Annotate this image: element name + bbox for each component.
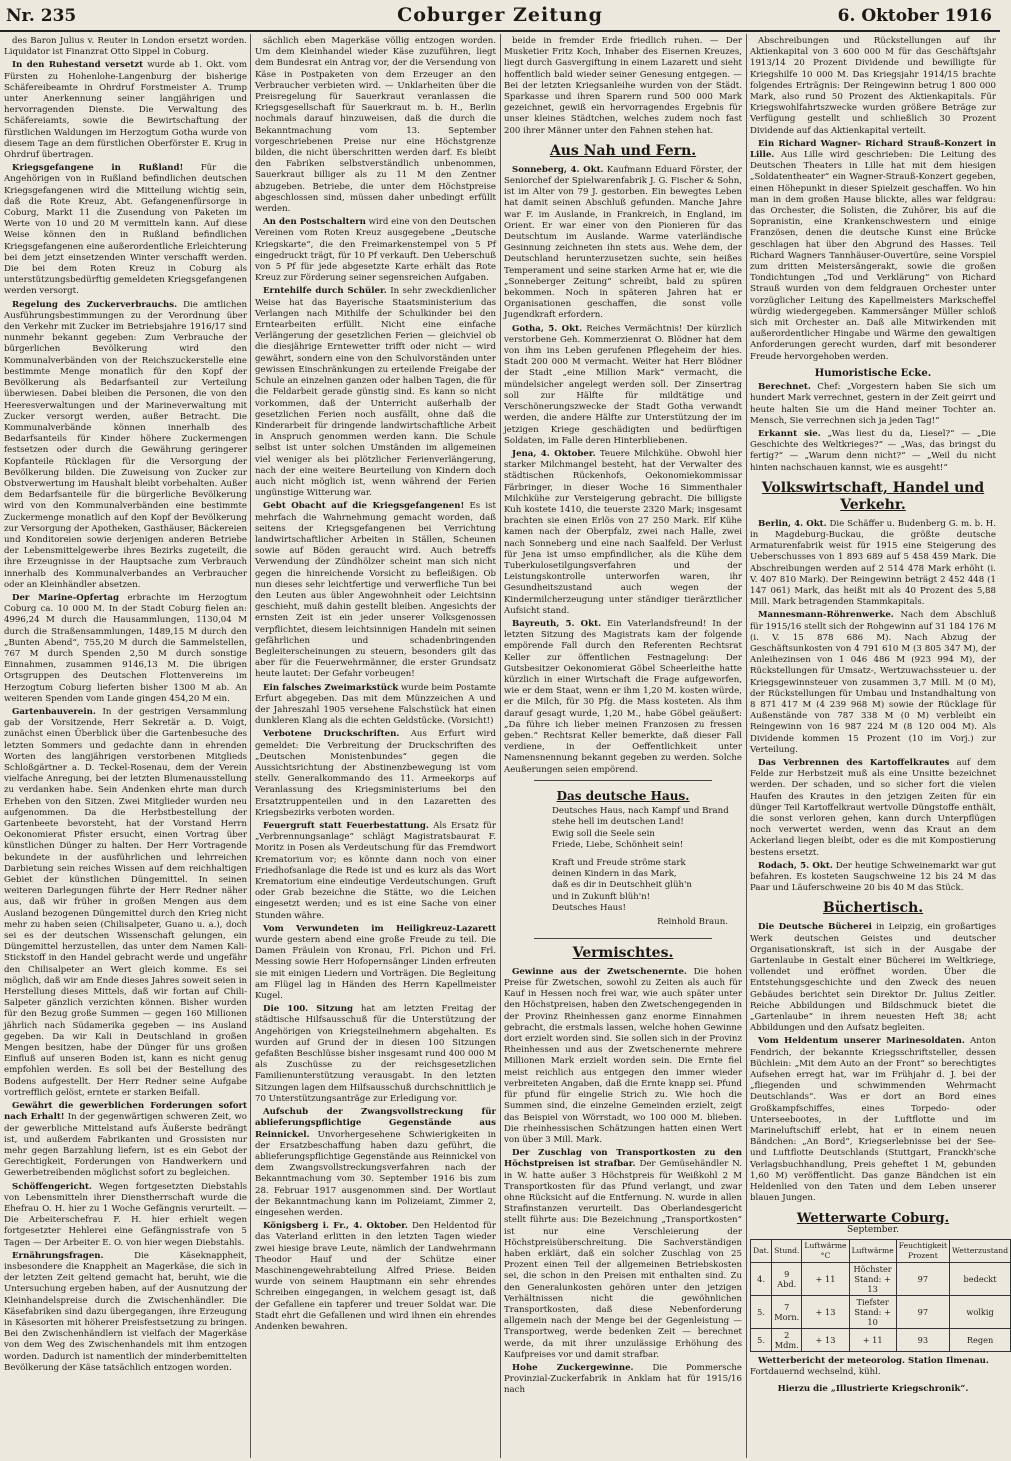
weather-cell: 93: [896, 1328, 949, 1351]
article: [4, 1182, 247, 1249]
article-text: In sehr zweckdienlicher Weise hat das Bayerische Staatsministerium das Verlangen nach Mithilfe der Schulkinder bei den Erntearbeiten erfüllt. Nicht eine einfache Verlängerung der gesetzlichen Ferien — gleichviel ob die diesjährige Erntewetter trifft oder nicht — wird gewährt, sondern eine von den Schulvorständen unter gewissen Einschränkungen zu erteilende Freigabe der Schule an einzelnen ganzen oder halben Tagen, die für die Feldarbeit gerade günstig sind. Es kann so nicht vorkommen, daß der Unterricht außerhalb der gesetzlichen Ferien noch ausfällt, ohne daß die Kinderarbeit für dringende landwirtschaftliche Arbeit in Anspruch genommen werden kann. Die Schule selbst ist unter solchen Umständen im allgemeinen viel weniger als bei plötzlicher Ferienverlängerung, nach der eine weitere Beurteilung von Kindern doch auch nicht möglich ist, wenn während der Ferien ungünstige Witterung war.: [255, 286, 497, 499]
article-text: Den Heldentod für das Vaterland erlitten in den letzten Tagen wieder zwei hiesige brave Leute, nämlich der Landwehrmann Theodor Hauf und der Schütze einer Maschinengewehrabteilung Alfred Priese. Beiden wurde von seinem Hauptmann ein sehr ehrendes Schreiben eingegangen, in welchem gesagt ist, daß der Gefallene ein tapferer und treuer Soldat war. Die Stadt ehrt die Gefallenen und wird ihnen ein ehrendes Andenken bewahren.: [255, 1221, 496, 1332]
poem-author: Reinhold Braun.: [657, 916, 728, 927]
column-2: [255, 36, 496, 1456]
weather-cell: 4.: [751, 1262, 772, 1295]
article-headline: Der Marine-Opfertag: [12, 592, 120, 603]
section-heading-volkswirtschaft: Volkswirtschaft, Handel und Verkehr.: [761, 479, 985, 513]
article: [4, 593, 247, 705]
article: [255, 286, 496, 499]
article: [750, 922, 996, 1034]
article-headline: Der Zuschlag von Transportkosten zu den Höchstpreisen ist strafbar.: [504, 1148, 742, 1170]
article-list: [4, 36, 247, 1374]
article-list: [750, 519, 996, 895]
article-headline: Verbotene Druckschriften.: [263, 729, 400, 740]
weather-cell: Höchster Stand: + 13: [849, 1262, 896, 1295]
column-4: [750, 36, 1009, 1456]
article-headline: Aufschub der Zwangsvollstreckung für ablieferungspflichtige Gegenstände aus Reinnickel.: [255, 1107, 496, 1140]
article-headline: Rodach, 5. Okt.: [758, 860, 833, 871]
article-headline: Die 100. Sitzung: [263, 1004, 354, 1015]
article: [504, 324, 742, 447]
article-text: wurde ab 1. Okt. vom Fürsten zu Hohenlohe-Langenburg der bisherige Schäfereibeamte in Ohrdruf Forstmeister A. Trump unter Anerkennung seiner langjährigen und hervorragenden Dienste. Die Verwaltung des Schäfereiamts, sowie die Bewirtschaftung der fürstlichen Waldungen im Herzogtum Gotha wurde von diesem Tage an dem fürstlichen Oberförster E. Krug in Ohrdruf übertragen.: [4, 60, 248, 161]
article-headline: Gewinne aus der Zwetschenernte.: [512, 966, 687, 977]
article-text: Als Ersatz für „Verbrennungsanlage“ schlägt Magistratsbaurat F. Moritz in Posen als Verdeutschung für das Fremdwort Krematorium vor; es könnte dann noch von einer Friedhofsanlage die Rede ist und es kurz als das Wort Krematorium eine eindeutige Verdeutschungen. Gruft oder Grab bezeichne die Stätte, wo die Leichen eingesetzt werden; und es ist eine Sache von einer Stunden währe.: [255, 821, 496, 921]
section-heading-buechertisch: Büchertisch.: [822, 900, 924, 917]
article-text: hat am letzten Freitag der städtische Hilfsausschuß für die Unterstützung der Angehörigen von Kriegsteilnehmern abgehalten. Es wurden auf Grund der in diesen 100 Sitzungen gefaßten Beschlüsse bisher insgesamt rund 400 000 M als Zuschüsse zu der reichsgesetzlichen Familienunterstützung verausgabt. In den letzten Sitzungen lagen dem Hilfsausschuß durchschnittlich je 70 Unterstützungsanträge zur Erledigung vor.: [255, 1004, 496, 1104]
article-headline: Gartenbauverein.: [12, 706, 96, 717]
article: [255, 1107, 496, 1219]
article-text: beide in fremder Erde friedlich ruhen. — Der Musketier Fritz Koch, Inhaber des Eisernen Kreuzes, liegt durch Gasvergiftung in einem Lazarett und sieht hoffentlich bald wieder seiner Genesung entgegen. — Bei der letzten Kriegsanleihe wurden von der Städt. Sparkasse und ihren Sparern rund 500 000 Mark gezeichnet, gewiß ein hervorragendes Ergebnis für unser kleines Städtchen, welches zudem noch fast 200 ihrer Männer unter den Fahnen stehen hat.: [504, 36, 742, 136]
poem-line: Deutsches Haus!: [552, 903, 626, 914]
article-headline: Berlin, 4. Okt.: [758, 518, 827, 529]
article-text: Die Pommersche Provinzial-Zuckerfabrik in Anklam hat für 1915/16 nach: [504, 1362, 743, 1396]
article-headline: Königsberg i. Fr., 4. Oktober.: [263, 1221, 408, 1232]
column-rule: [746, 34, 747, 1458]
article-headline: Feuergruft statt Feuerbestattung.: [263, 821, 429, 832]
column-1: [4, 36, 247, 1456]
article: [255, 501, 496, 680]
article-text: Wegen fortgesetzten Diebstahls von Lebensmitteln ihrer Dienstherrschaft wurde die Ehefrau O. H. hier zu 1 Woche Gefängnis verurteilt. — Die Arbeiterschefrau F. H. hier erhielt wegen fortgesetzter Hehlerei eine Gefängnisstrafe von 5 Tagen — Der Arbeiter E. O. von hier wegen Diebstahls.: [4, 1181, 247, 1248]
article: [504, 449, 742, 617]
weather-header: Wetterzustand: [950, 1239, 1011, 1262]
article-headline: An den Postschaltern: [263, 217, 366, 228]
table-row: [751, 1328, 1011, 1351]
article-text: wurde gestern abend eine große Freude zu teil. Die Damen Fräulein von Kronau, Frl. Pichon und Frl. Messing sowie Herr Hofopernsänger Linden erfreuten sie mit einigen Liedern und Vorträgen. Die Begleitung am Flügel lag in Händen des Herrn Kapellmeister Kugel.: [255, 935, 496, 1002]
weather-cell: + 11: [802, 1262, 849, 1295]
weather-forecast-heading: Wetterbericht der meteorolog. Station Ilmenau.: [758, 1355, 989, 1366]
divider: [534, 938, 712, 939]
article: [504, 165, 742, 322]
section-heading-humor: Humoristische Ecke.: [814, 367, 932, 379]
article-headline: Ein falsches Zweimarkstück: [263, 682, 399, 693]
section-heading-vermischtes: Vermischtes.: [572, 944, 674, 961]
article: [255, 729, 496, 819]
weather-month: September.: [847, 1224, 899, 1235]
article: [750, 1036, 996, 1204]
column-rule: [250, 34, 251, 1458]
article-text: Es ist mehrfach die Wahrnehmung gemacht worden, daß seitens der Kriegsgefangenen bei Verrichtung landwirtschaftlicher Arbeiten in Ställen, Scheunen sowie auf Böden geraucht wird. Auch betreffs Verwendung der Zündhölzer scheint man sich nicht gegen die hinreichende Vorsicht zu befleißigen. Ob nun dieses sehr leichtfertige und verwerfliche Tun bei den Leuten aus übler Angewohnheit oder Leichtsinn geschieht, muß dahin gestellt bleiben. Angesichts der ernsten Zeit ist ein jeder unserer Volksgenossen verpflichtet, diesem leichtsinnigen Handeln mit seinen gefährlichen und schadenbringenden Begleiterscheinungen zu steuern, besonders gilt das aber für die Feuerwehrmänner, die erster Grundsatz heute lautet: Der Gefahr vorbeugen!: [255, 501, 496, 680]
article-headline: Das Verbrennen des Kartoffelkrautes: [758, 757, 950, 768]
article-headline: Erntehilfe durch Schüler.: [263, 286, 387, 297]
article-text: Die amtlichen Ausführungsbestimmungen zu der Verordnung über den Verkehr mit Zucker im Betriebsjahre 1916/17 sind nunmehr bekannt gegeben: Zum Verbrauche der bürgerlichen Bevölkerung wird den Kommunalverbänden von der Reichszuckerstelle eine bestimmte Menge monatlich für den Kopf der Bevölkerung als Bedarfsanteil zur Verteilung überwiesen. Dabei bleiben die Personen, die von den Heeresverwaltungen und der Marineverwaltung mit Zucker versorgt werden, außer Betracht. Die Kommunalverbände können innerhalb des Bedarfsanteils für Kinder höhere Zuckermengen festsetzen oder durch die Gewährung geringerer Kopfanteile Rücklagen für die Versorgung der Bevölkerung bilden. Die Zuweisung von Zucker zur Obstverwertung im Haushalt bleibt vorbehalten. Außer dem Bedarfsanteile für die bürgerliche Bevölkerung wird von den Kommunalverbänden eine bestimmte Zuckermenge monatlich auf den Kopf der Bevölkerung zur Versorgung der Apotheken, Gasthäuser, Bäckereien und Konditoreien sowie derjenigen anderen Betriebe der Lebensmittelgewerbe ihres Bezirks zugeteilt, die ihre Erzeugnisse in der Hauptsache zum Verbrauch innerhalb des Kommunalverbandes an Verbraucher oder an Kleinhändler absetzen.: [4, 299, 247, 590]
weather-header: Luftwärme °C: [802, 1239, 849, 1262]
weather-header: Feuchtigkeit Prozent: [896, 1239, 949, 1262]
column-rule: [500, 34, 501, 1458]
issue-date: 6. Oktober 1916: [837, 6, 992, 26]
article: [750, 382, 996, 427]
weather-cell: 9 Abd.: [772, 1262, 802, 1295]
article-text: Unvorhergesehene Schwierigkeiten in der Ersatzbeschaffung haben dazu geführt, die ablieferungspflichtige Gegenstände aus Reinnickel von dem Zwangsvollstreckungsverfahren nach der Bekanntmachung vom 30. September 1916 bis zum 28. Februar 1917 ausgenommen sind. Der Wortlaut der Bekanntmachung kann im Polizeiamt, Zimmer 2, eingesehen werden.: [255, 1129, 496, 1218]
supplement-note: Hierzu die „Illustrierte Kriegschronik“.: [777, 1384, 969, 1395]
weather-table: [750, 1239, 1011, 1352]
article-headline: Mannesmann-Röhrenwerke.: [758, 610, 894, 621]
weather-title: Wetterwarte Coburg.: [796, 1210, 950, 1226]
article: [4, 1101, 247, 1179]
weather-cell: Tiefster Stand: + 10: [849, 1295, 896, 1328]
article-text: Abschreibungen und Rückstellungen auf ihr Aktienkapital von 3 600 000 M für das Geschäftsjahr 1913/14 20 Prozent Dividende und bewilligte für Kriegshilfe 10 000 M. Das Kriegsjahr 1914/15 brachte folgendes Erträgnis: Der Reingewinn betrug 1 800 000 Mark, also rund 50 Prozent des Aktienkapitals. Für Kriegswohlfahrtszwecke wurden größere Beträge zur Verfügung gestellt und schließlich 30 Prozent Dividende auf das Aktienkapital verteilt.: [750, 36, 996, 136]
article-headline: Gotha, 5. Okt.: [512, 323, 583, 334]
poem-line: deinen Kindern in das Mark,: [552, 869, 677, 880]
article: [750, 519, 996, 609]
article-text: sächlich eben Magerkäse völlig entzogen worden. Um dem Kleinhandel wieder Käse zuzuführen, liegt dem Bundesrat ein Antrag vor, der die Versendung von Käse in Postpaketen von dem Erzeuger an den Verbraucher verbieten wird. — Unklarheiten über die Preisregelung für Sauerkraut veranlassen die Kriegsgesellschaft für Sauerkraut m. b. H., Berlin nochmals darauf hinzuweisen, daß die durch die Bekanntmachung vom 13. September vorgeschriebenen Preise nur eine Höchstgrenze bilden, die nicht überschritten werden darf. Es bleibt den Fabriken selbstverständlich unbenommen, Sauerkraut billiger als zu 11 M den Zentner abzugeben. Betriebe, die unter dem Höchstpreise abgeschlossen sind, müssen daher unbedingt erfüllt werden.: [255, 36, 496, 215]
article-text: Chef: „Vorgestern haben Sie sich um hundert Mark verrechnet, gestern in der Zeit geirrt und heute halten Sie um die Hand meiner Tochter an. Mensch, Sie verrechnen sich ja jeden Tag!“: [750, 382, 997, 426]
article: [750, 610, 996, 756]
article-list: [750, 36, 996, 363]
article: [504, 36, 742, 137]
article-headline: Erkannt sie.: [758, 428, 821, 439]
article-text: Aus Erfurt wird gemeldet: Die Verbreitung der Druckschriften des „Deutschen Monistenbundes“ gegen die Aussichtsrichtung der Abstinenzbewegung ist vom stellv. Generalkommando des 11. Armeekorps auf Veranlassung des Kriegsministeriums bei den Ersatztruppenteilen und in den Lazaretten des Kriegsbezirks verboten worden.: [255, 729, 496, 818]
article: [4, 163, 247, 297]
weather-cell: bedeckt: [950, 1262, 1011, 1295]
poem-line: daß es dir in Deutschheit glüh'n: [552, 880, 692, 891]
article-headline: In den Ruhestand versetzt: [12, 60, 144, 71]
article: [4, 1251, 247, 1374]
article: [255, 217, 496, 284]
issue-number: Nr. 235: [6, 6, 77, 26]
article-text: Die hohen Preise für Zwetschen, sowohl zu Zeiten als auch für Kauf in Hessen noch frei war, wie auch später unter den Höchstpreisen, haben den Zwetschengegenden in der Provinz Rheinhessen ganz enorme Einnahmen gebracht, die erstmals lassen, welche hohen Gewinne dort erzielt worden sind. Sie sollen sich in der Provinz Rheinhessen und aus der Zwetschenernte mehrere Millionen Mark erzielt worden sein. Die Ernte fiel meist reichlich aus entgegen den immer wieder verbreiteten Angaben, daß die Ernte knapp sei. Pfund für pfund für eingelie Strich zu. Wie hoch die Summen sind, die einzelne Gemeinden erzielt, zeigt das Beispiel von Wörrstadt, wo 100 000 M. blieben. Die rheinhessischen Schätzungen hatten einen Wert von über 3 Mill. Mark.: [504, 966, 743, 1145]
article-list: [255, 36, 496, 1333]
article-headline: Hohe Zuckergewinne.: [512, 1362, 634, 1373]
article-list: [504, 165, 742, 776]
article: [504, 1363, 742, 1397]
weather-cell: + 13: [802, 1295, 849, 1328]
article-list: [504, 36, 742, 137]
article-list: [750, 382, 996, 474]
article-text: auf dem Felde zur Herbstzeit muß als eine Unsitte bezeichnet werden. Der schaden, und so sicher fort die vielen Haufen des Krautes in den jetzigen Zeiten für ein dünger Teil Kartoffelkraut wertvolle Düngstoffe enthält, die sonst verloren gehen, kann durch Unterpflügen noch verwertet werden, wenn das Kraut an dem Ackerland liegen bleibt, oder es die mit Kompostierung bestens ersetzt.: [750, 757, 996, 858]
article-headline: Die Deutsche Bücherei: [758, 922, 872, 933]
weather-cell: 2 Mdm.: [772, 1328, 802, 1351]
poem-line: Ewig soll die Seele sein: [552, 828, 655, 839]
weather-header: Dat.: [751, 1239, 772, 1262]
article: [255, 821, 496, 922]
poem-line: und in Zukunft blüh'n!: [552, 891, 651, 902]
weather-header: Stund.: [772, 1239, 802, 1262]
weather-cell: 97: [896, 1262, 949, 1295]
article-text: „Was liest du da, Liesel?“ — „Die Geschichte des Weltkrieges?“ — „Was, das bringst du fertig?“ — „Warum denn nicht?“ — „Weil du nicht hinten nachschauen kannst, wie es ausgeht!“: [750, 428, 996, 473]
article-text: Teuere Milchkühe. Obwohl hier starker Milchmangel besteht, hat der Verwalter des städtischen Rückenhofs, Oekonomiekommissar Färbringer, in dieser Woche 16 Simmenthaler Milchkühe zur Versteigerung gebracht. Die billigste Kuh kostete 1410, die teuerste 2320 Mark; insgesamt brachten sie einen Erlös von 27 250 Mark. Elf Kühe kamen nach der Oberpfalz, zwei nach Halle, zwei nach Sonneberg und eine nach Saalfeld. Der Verlust für Jena ist umso empfindlicher, als die Kühe dem Tuberkulosetilgungsverfahren und der Leistungskontrolle unterworfen waren, ihr Gesundheitszustand auch wegen der Kindermilcherzeugung unter ständiger tierärztlicher Aufsicht stand.: [504, 448, 742, 616]
article: [504, 967, 742, 1146]
weather-cell: 7 Morn.: [772, 1295, 802, 1328]
poem-line: stehe hell im deutschen Land!: [552, 817, 684, 828]
article: [255, 683, 496, 728]
section-heading-aus-nah-und-fern: Aus Nah und Fern.: [549, 142, 697, 159]
column-3: [504, 36, 742, 1456]
article-text: des Baron Julius v. Reuter in London ersetzt worden. Liquidator ist Finanzrat Otto Sippel in Coburg.: [4, 36, 247, 58]
article-text: Anton Fendrich, der bekannte Kriegsschriftsteller, dessen Büchlein: „Mit dem Auto an der Front“ so berechtigtes Aufsehen erregt hat, war im Frühjahr d. J. bei der „fliegenden und schwimmenden Wehrmacht Deutschlands“. Was er dort an Bord eines Großkampfschiffes, eines Torpedo- oder Unterseebootes, in der Luftflotte und im Marineluftschiff erlebt, hat er in einem neuen Bändchen: „An Bord“, Kriegserlebnisse bei der See- und Luftflotte Deutschlands (Stuttgart, Franckh'sche Verlagsbuchhandlung, Preis geheftet 1 M, gebunden 1,60 M) veröffentlicht. Das ganze Bändchen ist ein Heldenlied von den Taten und dem Leben unserer blauen Jungen.: [750, 1036, 996, 1204]
article-headline: Schöffengericht.: [12, 1181, 92, 1192]
article: [750, 429, 996, 474]
article-list: [750, 922, 996, 1204]
weather-cell: + 13: [802, 1328, 849, 1351]
weather-header-row: [751, 1239, 1011, 1262]
weather-cell: 5.: [751, 1328, 772, 1351]
article-text: Reiches Vermächtnis! Der kürzlich verstorbene Geh. Kommerzienrat O. Blödner hat dem von ihm ins Leben gerufenen Pflegeheim der hies. Stadt 200 000 M vermacht. Weiter hat Herr Blödner der Stadt „eine Million Mark“ vermacht, die mündelsicher angelegt werden soll. Der Zinsertrag soll zur Hälfte für mildtätige und Verschönerungszwecke der Stadt Gotha verwandt werden, die andere Hälfte zur Unterstützung der im jetzigen Kriege geschädigten und bedürftigen Soldaten, im Falle deren Hinterbliebenen.: [504, 323, 742, 446]
article: [255, 1004, 496, 1105]
article: [4, 60, 247, 161]
weather-cell: + 11: [849, 1328, 896, 1351]
weather-cell: 97: [896, 1295, 949, 1328]
article-headline: Berechnet.: [758, 382, 811, 393]
article-text: Die Schäffer u. Budenberg G. m. b. H. in Magdeburg-Buckau, die größte deutsche Armaturenfabrik weist für 1915 eine Steigerung des Ueberschusses von 1 893 689 auf 5 458 459 Mark. Die Abschreibungen werden auf 2 514 478 Mark erhöht (i. V. 407 810 Mark). Der Reingewinn beträgt 2 452 448 (1 147 061) Mark, das heißt mit als 40 Prozent des 5,88 Mill. Mark betragenden Stammkapitals.: [750, 518, 997, 608]
divider: [534, 780, 712, 781]
newspaper-title: Coburger Zeitung: [397, 4, 603, 26]
article: [504, 1148, 742, 1361]
poem-line: Friede, Liebe, Schönheit sein!: [552, 840, 684, 851]
masthead: [0, 0, 1000, 32]
weather-forecast-text: Fortdauernd wechselnd, kühl.: [750, 1367, 881, 1378]
weather-cell: wolkig: [950, 1295, 1011, 1328]
weather-cell: 5.: [751, 1295, 772, 1328]
article-text: Für die Angehörigen von in Rußland befindlichen deutschen Kriegsgefangenen wird die Mitteilung wichtig sein, daß die Rote Kreuz, Abt. Gefangenenfürsorge in Coburg, Markt 11 die Zusendung von Paketen im Werte von 10 und 20 M vermitteln kann. Auf diese Weise können den in Rußland befindlichen Kriegsgefangenen eine außerordentliche Erleichterung bei dem jetzt einsetzenden Winter verschafft werden. Die bei dem Roten Kreuz in Coburg als unterstützungsbedürftig gemeldeten Kriegsgefangenen werden versorgt.: [4, 163, 247, 297]
weather-header: Luftwärme: [849, 1239, 896, 1262]
weather-forecast: [750, 1356, 996, 1378]
article-list: [504, 967, 742, 1397]
poem-title: Das deutsche Haus.: [556, 788, 690, 803]
article-headline: Sonneberg, 4. Okt.: [512, 164, 604, 175]
article-headline: Kriegsgefangene in Rußland!: [12, 163, 184, 174]
poem-body: [504, 806, 742, 915]
article: [255, 1221, 496, 1333]
article: [4, 36, 247, 58]
article-headline: Vom Heldentum unserer Marinesoldaten.: [758, 1036, 965, 1047]
article-text: Die Käseknappheit, insbesondere die Knappheit an Magerkäse, die sich in der letzten Zeit geltend gemacht hat, beruht, wie die Untersuchung ergeben haben, auf der Ausnutzung der Kleinhandelspreise durch die Zwischenhändler. Die Käsefabriken sind dazu übergegangen, ihre Erzeugung in Käsesorten mit höherer Preisfestsetzung zu bringen. Bei den Zwischenhändlern ist vielfach der Magerkäse von dem Weg des Zwischenhandels mit ihm entzogen worden. Dadurch ist namentlich der minderbemittelten Bevölkerung der Käse tatsächlich entzogen worden.: [4, 1250, 247, 1373]
article: [750, 139, 996, 363]
table-row: [751, 1295, 1011, 1328]
article-text: Nach dem Abschluß für 1915/16 stellt sich der Rohgewinn auf 31 184 176 M (i. V. 15 878 686 M). Nach Abzug der Geschäftsunkosten von 4 791 610 M (3 805 347 M), der Anleihezinsen von 1 046 486 M (923 994 M), der Rückstellungen für Umsatz-, Wertzuwachssteuer u. der Kriegsgewinnsteuer von zusammen 3,7 Mill. M (0 M), der Rückstellungen für Umbau und Instandhaltung von 8 871 417 M (4 239 968 M) sowie der Rücklage für Außenstände von 787 338 M (0 M) verbleibt ein Reingewinn von 16 987 224 M (8 120 004 M). Als Dividende kommen 15 Prozent (10 im Vorj.) zur Verteilung.: [750, 610, 996, 755]
article-text: erbrachte im Herzogtum Coburg ca. 10 000 M. In der Stadt Coburg fielen an: 4996,24 M durch die Hausammlungen, 1130,04 M durch die Straßensammlungen, 1489,15 M durch den „Bunten Abend“, 755,20 M durch die Sammelstellen, 767 M durch Spenden 2,50 M durch sonstige Einnahmen, zusammen 9146,13 M. Die übrigen Ortsgruppen des Deutschen Flottenvereins im Herzogtum Coburg lieferten bisher 1300 M ab. An weiteren Spenden vom Lande gingen 454,20 M ein.: [4, 592, 247, 704]
article: [750, 861, 996, 895]
article-text: Kaufmann Eduard Förster, der Seniorchef der Spielwarenfabrik J. G. Fischer & Sohn, ist im Alter von 79 J. gestorben. Ein bewegtes Leben hat damit seinen Abschluß gefunden. Manche Jahre war F. im Auslande, in Frankreich, in England, im Orient. Er war einer von den Pionieren für das Deutschtum im Auslande. Warme vaterländische Gesinnung zeichneten ihn stets aus. Wehe dem, der Deutschland herunterzusetzen suchte, sein heißes Temperament und seine starken Arme hat er, wie die „Sonneberger Zeitung“ schreibt, bald zu spüren bekommen. Noch in späteren Jahren hat er Organisationen geschaffen, die sonst volle Jugendkraft erfordern.: [504, 164, 742, 321]
article: [255, 36, 496, 215]
article: [255, 924, 496, 1002]
article: [4, 707, 247, 1099]
article-headline: Gewährt die gewerblichen Forderungen sofort nach Erhalt!: [4, 1101, 247, 1123]
weather-cell: Regen: [950, 1328, 1011, 1351]
article-text: In der gestrigen Versammlung gab der Vorsitzende, Herr Sekretär a. D. Voigt, zunächst einen Überblick über die Gartenbesuche des letzten Sommers und gedachte dann in ehrenden Worten des langjährigen verstorbenen Mitglieds Schloßgärtner a. D. Teckel-Rosenau, dem der Verein vielfache Anregung, bei der letzten Blumenausstellung zu verdanken habe. Sein Andenken ehrte man durch Erheben von den Sitzen. Zwei Mitglieder wurden neu aufgenommen. Da die Herbstbestellung der Gartenbeete bevorsteht, hat der Vorstand Herrn Oekonomierat Pfister ersucht, einen Vortrag über künstlichen Dünger zu halten. Der Herr Vortragende bekundete in der ausführlichen und lehrreichen Darbietung sein reiches Wissen auf dem reichhaltigen Gebiet der künstlichen Düngemittel. In seinen weiteren Darlegungen führte der Herr Redner näher aus, daß wir früher in großen Mengen aus dem Ausland bezogenen Düngemittel durch den Krieg nicht mehr zu haben seien (Chilisalpeter, Guano u. a.), doch sei es der deutschen Wissenschaft gelungen, ein Düngemittel herzustellen, das unter dem Namen Kali-Stickstoff in den Handel gebracht werde und ungefähr den Chilisalpeter an Wert gleich komme. Es sei möglich, daß wir am Ende dieses Jahres soweit seien in Herstellung dieses Mittels, daß wir fortan auf Chili-Salpeter gänzlich verzichten können. Bisher wurden für den Bezug große Summen — gegen 160 Millionen jährlich nach Südamerika gegeben — ins Ausland gegeben. Da wir Kali in Deutschland in großen Mengen besitzen, habe der Dünger für uns großen Einfluß auf unseren Boden ist, kann es nicht genug empfohlen werden. Es soll bei der Bestellung des Bodens aufgestellt. Der Herr Redner seine Aufgabe vortrefflich gelöst, erntete er starken Beifall.: [4, 706, 248, 1098]
table-row: [751, 1262, 1011, 1295]
article-headline: Regelung des Zuckerverbrauchs.: [12, 299, 178, 310]
article: [750, 758, 996, 859]
article-text: in Leipzig, ein großartiges Werk deutschen Geistes und deutscher Organisationskraft, ist sich in der Ausgabe der Gartenlaube in Gestalt einer Bücherei im Weltkriege, vollendet und eröffnet worden. Über die Entstehungsgeschichte und den Zweck des neuen Gebäudes berichtet sein Direktor Dr. Julius Zeitler. Reiche Abbildungen und Bildschmuck bietet die „Gartenlaube“ in ihrem neuesten Heft 38; acht Abbildungen und den Aufsatz begleiten.: [750, 922, 996, 1034]
article-text: Aus Lille wird geschrieben: Die Leitung des Deutschen Theaters in Lille hat mit dem hiesigen „Soldatentheater“ ein Wagner-Strauß-Konzert gegeben, einen Höhepunkt in dieser Spielzeit geschaffen. Wo hin man in dem großen Hause blickte, alles war feldgrau: das Orchester, die Solisten, die Zuhörer, bis auf die Sopranistin, eine Krankenschwestern und einige Französen, denen die deutsche Kunst eine Brücke geschlagen hat über den Abgrund des Hasses. Teil Richard Wagners Tannhäuser-Ouvertüre, seine Vorspiel zum dritten Meistersängerakt, sowie die großen Tondichtungen „Tod und Verklärung“ von Richard Strauß wurden von dem feldgrauen Orchester unter vorzüglicher Leitung des Kapellmeisters Markscheffel würdig wiedergegeben. Kammersänger Müller schloß sich mit Orchester an. Daß alle Mitwirkenden mit außerordentlicher Hingabe und Wärme den gewaltigen Anforderungen gerecht wurden, darf mit besonderer Freude hervorgehoben werden.: [750, 150, 996, 362]
article-text: wurde beim Postamte Erfurt abgegeben. Das mit dem Münzzeichen A und der Jahreszahl 1905 versehene Falschstück hat einen dunkleren Klang als die echten Geldstücke. (Vorsicht!): [255, 682, 496, 727]
article-text: Der Gemüsehändler N. in W. hatte außer 3 Höchstpreis für Weißkohl 2 M Transportkosten für das Pfund verlangt, und zwar ohne Rücksicht auf die Entfernung. N. wurde in allen Strafinstanzen verurteilt. Das Oberlandesgericht stellt führte aus: Die Bezeichnung „Transportkosten“ ist nur eine Verschleierung der Höchstpreisüberschreitung. Die Sachverständigen haben erklärt, daß ein solcher Zuschlag von 25 Prozent einen Teil der allgemeinen Betriebskosten sei, die schon in den Preisen mit enthalten sind. Zu den Generalunkosten gehören unter den jetzigen Verhältnissen nicht die gewöhnlichen Transportkosten, daß diese Nebenforderung allgemein nach der Menge bei der Gegenleistung — Transportweg, werde bedenken Zeit — berechnet werde, da mit ihrer unzulässige Erhöhung des Kaufpreises vor und damit strafbar.: [504, 1159, 742, 1360]
article-headline: Gebt Obacht auf die Kriegsgefangenen!: [263, 501, 465, 512]
article-text: Der heutige Schweinemarkt war gut befahren. Es kosteten Saugschweine 12 bis 24 M das Paar und Läuferschweine 20 bis 40 M das Stück.: [750, 860, 996, 894]
poem-line: Kraft und Freude ströme stark: [552, 857, 686, 868]
poem-line: Deutsches Haus, nach Kampf und Brand: [552, 806, 729, 816]
article-text: wird eine von den Deutschen Vereinen vom Roten Kreuz ausgegebene „Deutsche Kriegskarte“, die den Freimarkenstempel von 5 Pf eingedruckt trägt, für 10 Pf verkauft. Den Ueberschuß von 5 Pf für jede abgesetzte Karte erhält das Rote Kreuz zur Förderung seiner segensreichen Aufgaben.: [255, 217, 497, 284]
article-text: Ein Vaterlandsfreund! In der letzten Sitzung des Magistrats kam der folgende empörende Fall durch den Referenten Rechtsrat Keller zur öffentlichen Festnagelung: Der Gutsbesitzer Oekonomierat Göbel Scheerleithe hatte kürzlich in einer Wirtschaft die Frage aufgeworfen, wie er dem Staat, wenn er ihm 1,20 M. kosten würde, er die Milch, für 30 Pfg. die Mass kosteten. Als ihm darauf gesagt wurde, 1,20 M., habe Göbel geäußert: „Da führe ich lieber meinen Franzosen zu fressen geben.“ Rechtsrat Keller bemerkte, daß dieser Fall verdiene, in der Oeffentlichkeit unter Namensnennung bekannt gegeben zu werden. Solche Aeußerungen seien empörend.: [504, 618, 743, 775]
article-text: In der gegenwärtigen schweren Zeit, wo der gewerbliche Mittelstand aufs Äußerste bedrängt ist, und außerdem Fabrikanten und Grossisten nur mehr gegen Barzahlung liefern, ist es ein Gebot der Gerechtigkeit, Forderungen von Handwerkern und Gewerbetreibenden möglichst sofort zu begleichen.: [4, 1112, 247, 1179]
article-headline: Ernährungsfragen.: [12, 1250, 104, 1261]
article-headline: Vom Verwundeten im Heiligkreuz-Lazarett: [263, 923, 496, 934]
article: [4, 300, 247, 591]
article: [504, 619, 742, 776]
article-headline: Jena, 4. Oktober.: [512, 448, 596, 459]
article-headline: Ein Richard Wagner- Richard Strauß-Konzert in Lille.: [750, 138, 996, 161]
article: [750, 36, 996, 137]
article-headline: Bayreuth, 5. Okt.: [512, 618, 602, 629]
